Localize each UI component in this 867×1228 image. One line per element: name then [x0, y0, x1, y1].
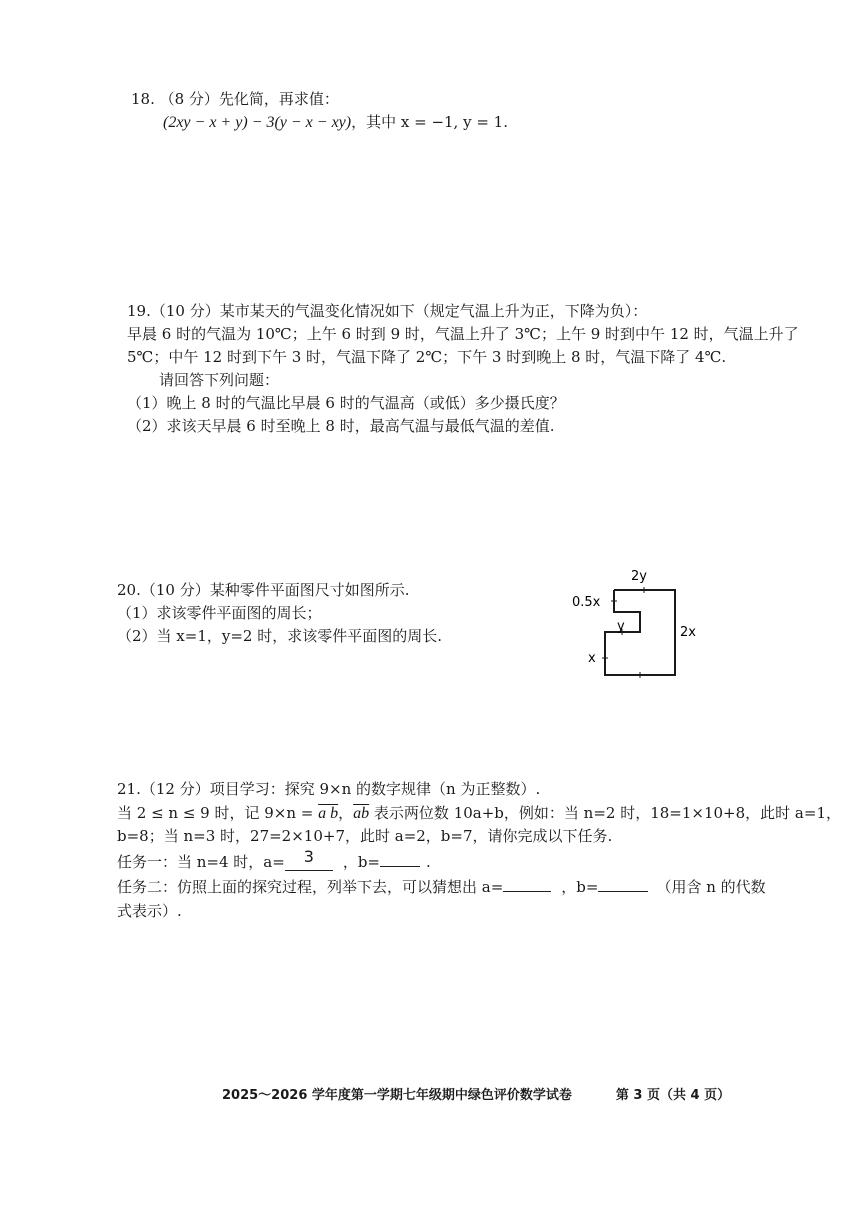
- q21-task-2-b: ，b=: [561, 878, 599, 896]
- label-0-5x: 0.5x: [572, 595, 601, 610]
- q18-condition: ，其中 x = −1, y = 1.: [351, 113, 508, 131]
- page-number: 第 3 页（共 4 页）: [615, 1088, 731, 1103]
- q19-paragraph-2: 5℃；中午 12 时到下午 3 时，气温下降了 2℃；下午 3 时到晚上 8 时，气温下降了 4℃.: [127, 348, 727, 366]
- label-x: x: [588, 651, 596, 666]
- q19-prompt: 请回答下列问题：: [159, 371, 280, 389]
- q19-paragraph-1: 早晨 6 时的气温为 10℃；上午 6 时到 9 时，气温上升了 3℃；上午 9 时到中午 12 时，气温上升了: [127, 325, 799, 343]
- q21-task-2-a: 任务二：仿照上面的探究过程，列举下去，可以猜想出 a=: [117, 878, 504, 896]
- q21-line-1-b: ，: [338, 803, 354, 822]
- q21-overline-ab: a b: [318, 804, 339, 822]
- q18-expression: (2xy − x + y) − 3(y − x − xy): [163, 114, 352, 131]
- q21-line-1-a: 当 2 ≤ n ≤ 9 时，记 9×n =: [117, 803, 319, 822]
- q20-header: 20.（10 分）某种零件平面图尺寸如图所示.: [117, 581, 410, 599]
- q21-task-2-b-blank: [598, 874, 648, 892]
- q21-line-1: [117, 802, 841, 826]
- q21-task-2-a-blank: [503, 874, 551, 892]
- page-footer: [222, 1084, 730, 1103]
- q21-header: 21.（12 分）项目学习：探究 9×n 的数字规律（n 为正整数）.: [117, 780, 541, 798]
- exam-title: 2025～2026 学年度第一学期七年级期中绿色评价数学试卷: [222, 1088, 572, 1103]
- q21-line-2: b=8；当 n=3 时，27=2×10+7，此时 a=2，b=7，请你完成以下任务.: [117, 827, 613, 845]
- q21-task-1-c: .: [426, 852, 431, 871]
- q20-sub-2: （2）当 x=1，y=2 时，求该零件平面图的周长.: [117, 627, 443, 645]
- label-2x: 2x: [680, 625, 696, 640]
- q21-task-1-a-blank: [285, 846, 333, 871]
- q21-task-2-c: （用含 n 的代数: [656, 878, 766, 896]
- q21-task-2: [117, 874, 841, 900]
- label-y: y: [617, 619, 625, 634]
- q21-line-1-c: 表示两位数 10a+b，例如：当 n=2 时，18=1×10+8，此时 a=1，: [369, 803, 841, 822]
- q21-task-1: [117, 846, 841, 875]
- q21-task-1-answer: 3: [303, 846, 314, 866]
- q19-sub-1: （1）晚上 8 时的气温比早晨 6 时的气温高（或低）多少摄氏度？: [127, 394, 565, 412]
- q21-task-2-tail: 式表示）.: [117, 901, 182, 920]
- part-figure: [560, 562, 710, 687]
- q21-task-1-b-blank: [380, 849, 420, 867]
- q21-overline-ab-2: $\overline{ab}$: [353, 804, 370, 822]
- q18-header: 18. （8 分）先化简，再求值：: [131, 90, 339, 108]
- q18-expression-line: [131, 111, 508, 134]
- question-18: [131, 88, 508, 134]
- question-21: [117, 778, 841, 923]
- q21-task-1-b: ，b=: [342, 852, 380, 871]
- q19-header: 19.（10 分）某市某天的气温变化情况如下（规定气温上升为正，下降为负）：: [127, 302, 648, 320]
- question-20: [117, 579, 442, 648]
- part-outline: [605, 590, 675, 675]
- q21-task-1-a: 任务一：当 n=4 时，a=: [117, 852, 285, 871]
- q20-sub-1: （1）求该零件平面图的周长；: [117, 604, 322, 622]
- label-2y: 2y: [631, 569, 647, 584]
- q19-sub-2: （2）求该天早晨 6 时至晚上 8 时，最高气温与最低气温的差值.: [127, 417, 555, 435]
- question-19: [127, 300, 799, 438]
